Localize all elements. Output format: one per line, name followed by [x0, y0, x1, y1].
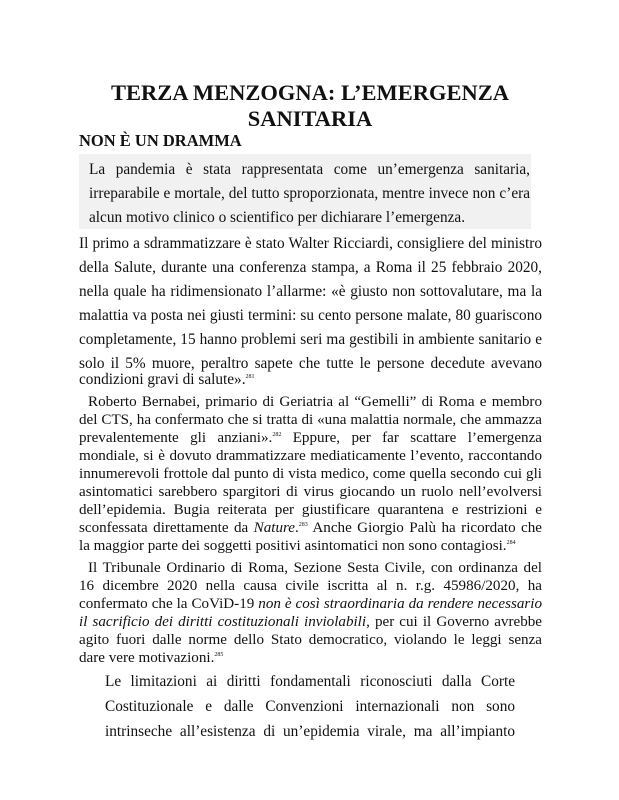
paragraph-1-line: solo il 5% muore, peraltro sapete che tutte le persone decedute avevano [79, 355, 542, 372]
paragraph-1-line: completamente, 15 hanno problemi seri ma gestibili in ambiente sanitario e [79, 331, 542, 348]
paragraph-1-line: nella quale ha ridimensionato l’allarme: «è giusto non sottovalutare, ma la [79, 283, 542, 300]
block-quote-line: intrinseche all’esistenza di un’epidemia virale, ma all’impianto [105, 723, 515, 740]
block-quote-line: Le limitazioni ai diritti fondamentali riconosciuti dalla Corte [105, 673, 515, 690]
paragraph-2-line: Roberto Bernabei, primario di Geriatria al “Gemelli” di Roma e membro [88, 394, 542, 410]
paragraph-1-line: condizioni gravi di salute».$^{281}$ [79, 371, 255, 388]
paragraph-2-line: asintomatici sarebbero spargitori di virus giocando un ruolo nell’evolversi [79, 484, 542, 500]
paragraph-2-line: la maggior parte dei soggetti positivi asintomatici non sono contagiosi.$^{284}$ [79, 538, 516, 554]
footnote-ref[interactable]: 284 [506, 540, 516, 546]
quote-line: La pandemia è stata rappresentata come un’emergenza sanitaria, [89, 161, 530, 178]
paragraph-2-line: del CTS, ha confermato che si tratta di «una malattia normale, che ammazza [79, 412, 542, 428]
title-line-1: TERZA MENZOGNA: L’EMERGENZA [111, 80, 509, 105]
footnote-ref[interactable]: 283 [298, 522, 308, 528]
paragraph-1-line: della Salute, durante una conferenza stampa, a Roma il 25 febbraio 2020, [79, 259, 542, 276]
footnote-ref[interactable]: 281 [245, 374, 255, 380]
paragraph-1-line: Il primo a sdrammatizzare è stato Walter Ricciardi, consigliere del ministro [79, 235, 542, 252]
section-subtitle: NON È UN DRAMMA [79, 131, 242, 150]
chapter-title [60, 80, 560, 132]
paragraph-3-line: il sacrificio dei diritti costituzionali inviolabili, per cui il Governo avrebbe [79, 614, 542, 630]
block-quote-line: Costituzionale e dalle Convenzioni internazionali non sono [105, 698, 515, 715]
paragraph-2-line: sconfessata direttamente da Nature.$^{283}$ Anche Giorgio Palù ha ricordato che [79, 520, 542, 536]
paragraph-1-line: malattia va posta nei giusti termini: su cento persone malate, 80 guariscono [79, 307, 542, 324]
paragraph-2-line: dell’epidemia. Bugia reiterata per giustificare quarantena e restrizioni e [79, 502, 542, 518]
quote-line: irreparabile e mortale, del tutto sproporzionata, mentre invece non c’era [89, 185, 530, 202]
paragraph-2-line: mondiale, si è dovuto drammatizzare mediaticamente l’evento, raccontando [79, 448, 542, 464]
footnote-ref[interactable]: 282 [272, 432, 282, 438]
paragraph-3-line: dare vere motivazioni.$^{285}$ [79, 650, 224, 666]
footnote-ref[interactable]: 285 [214, 652, 224, 658]
title-line-2: SANITARIA [247, 106, 373, 131]
paragraph-3-line: confermato che la CoViD-19 non è così straordinaria da rendere necessario [79, 596, 542, 612]
paragraph-2-line: innumerevoli frottole dal punto di vista medico, come quella secondo cui gli [79, 466, 542, 482]
paragraph-3-line: 16 dicembre 2020 nella causa civile iscritta al n. r.g. 45986/2020, ha [79, 578, 542, 594]
quote-line: alcun motivo clinico o scientifico per dichiarare l’emergenza. [89, 209, 466, 226]
paragraph-3-line: agito fuori dalle norme dello Stato democratico, violando le leggi senza [79, 632, 542, 648]
paragraph-2-line: prevalentemente gli anziani».$^{282}$ Eppure, per far scattare l’emergenza [79, 430, 542, 446]
paragraph-3-line: Il Tribunale Ordinario di Roma, Sezione Sesta Civile, con ordinanza del [88, 560, 542, 576]
